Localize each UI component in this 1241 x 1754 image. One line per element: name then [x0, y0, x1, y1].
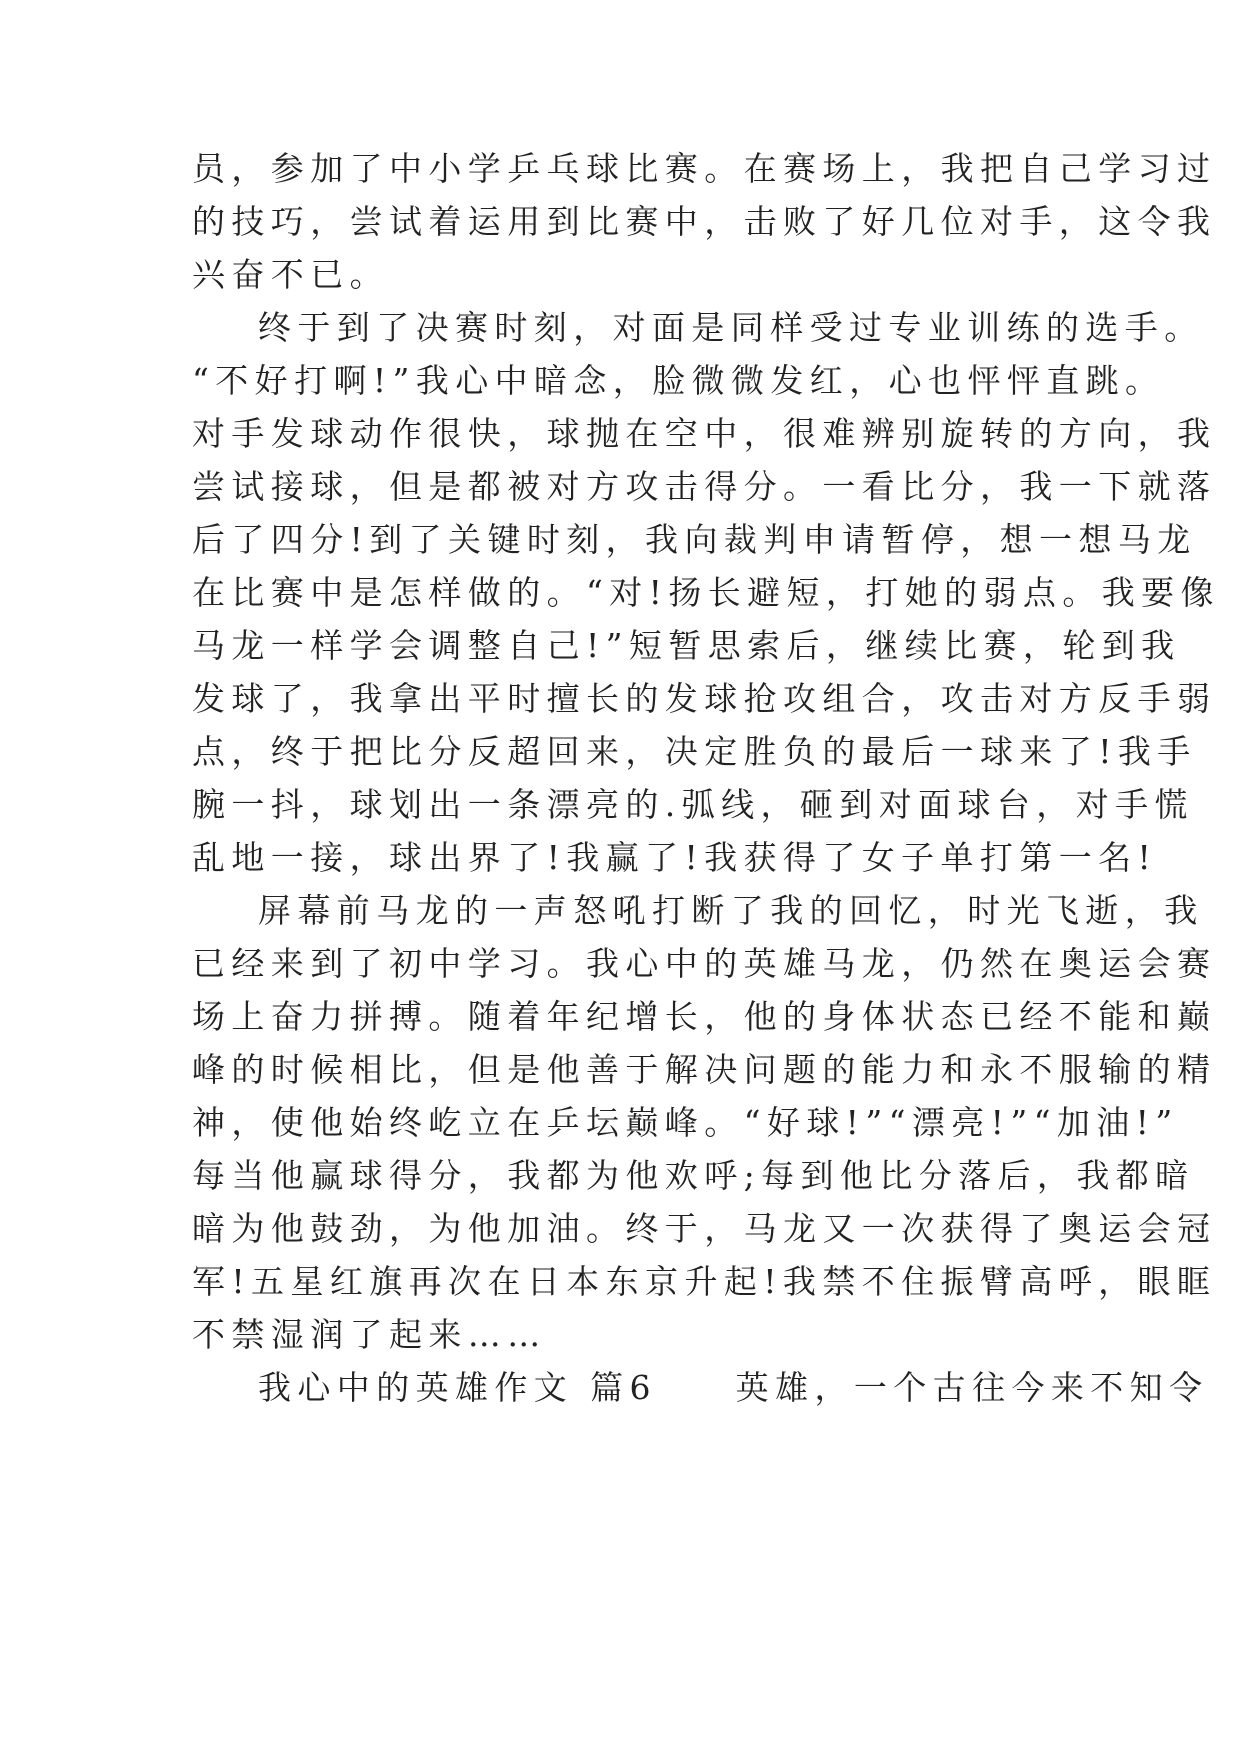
paragraph-start-line: 终于到了决赛时刻，对面是同样受过专业训练的选手。 [258, 308, 1204, 347]
text-line: 乱地一接，球出界了!我赢了!我获得了女子单打第一名! [192, 838, 1158, 877]
text-line: 每当他赢球得分，我都为他欢呼;每到他比分落后，我都暗 [192, 1156, 1195, 1195]
text-line: 的技巧，尝试着运用到比赛中，击败了好几位对手，这令我 [192, 202, 1217, 241]
text-line: 员，参加了中小学乒乓球比赛。在赛场上，我把自己学习过 [192, 149, 1217, 188]
text-line: 兴奋不已。 [192, 255, 389, 294]
text-line: 暗为他鼓劲，为他加油。终于，马龙又一次获得了奥运会冠 [192, 1209, 1217, 1248]
text-line: 后了四分!到了关键时刻，我向裁判申请暂停，想一想马龙 [192, 520, 1197, 559]
text-line: 军!五星红旗再次在日本东京升起!我禁不住振臂高呼，眼眶 [192, 1262, 1217, 1301]
text-line: 神，使他始终屹立在乒坛巅峰。“好球!”“漂亮!”“加油!” [192, 1103, 1179, 1142]
section-heading-line: 我心中的英雄作文 篇6 英雄，一个古往今来不知令 [258, 1368, 1209, 1407]
text-line: 场上奋力拼搏。随着年纪增长，他的身体状态已经不能和巅 [192, 997, 1217, 1036]
text-line: 不禁湿润了起来…… [192, 1315, 547, 1354]
text-line: 对手发球动作很快，球抛在空中，很难辨别旋转的方向，我 [192, 414, 1217, 453]
text-line: 发球了，我拿出平时擅长的发球抢攻组合，攻击对方反手弱 [192, 679, 1217, 718]
text-line: 马龙一样学会调整自己!”短暂思索后，继续比赛，轮到我 [192, 626, 1181, 665]
text-line: “不好打啊!”我心中暗念，脸微微发红，心也怦怦直跳。 [192, 361, 1165, 400]
text-line: 已经来到了初中学习。我心中的英雄马龙，仍然在奥运会赛 [192, 944, 1217, 983]
text-line: 峰的时候相比，但是他善于解决问题的能力和永不服输的精 [192, 1050, 1217, 1089]
paragraph-start-line: 屏幕前马龙的一声怒吼打断了我的回忆，时光飞逝，我 [258, 891, 1204, 930]
text-line: 腕一抖，球划出一条漂亮的.弧线，砸到对面球台，对手慌 [192, 785, 1194, 824]
text-line: 点，终于把比分反超回来，决定胜负的最后一球来了!我手 [192, 732, 1197, 771]
text-line: 尝试接球，但是都被对方攻击得分。一看比分，我一下就落 [192, 467, 1217, 506]
text-line: 在比赛中是怎样做的。“对!扬长避短，打她的弱点。我要像 [192, 573, 1220, 612]
